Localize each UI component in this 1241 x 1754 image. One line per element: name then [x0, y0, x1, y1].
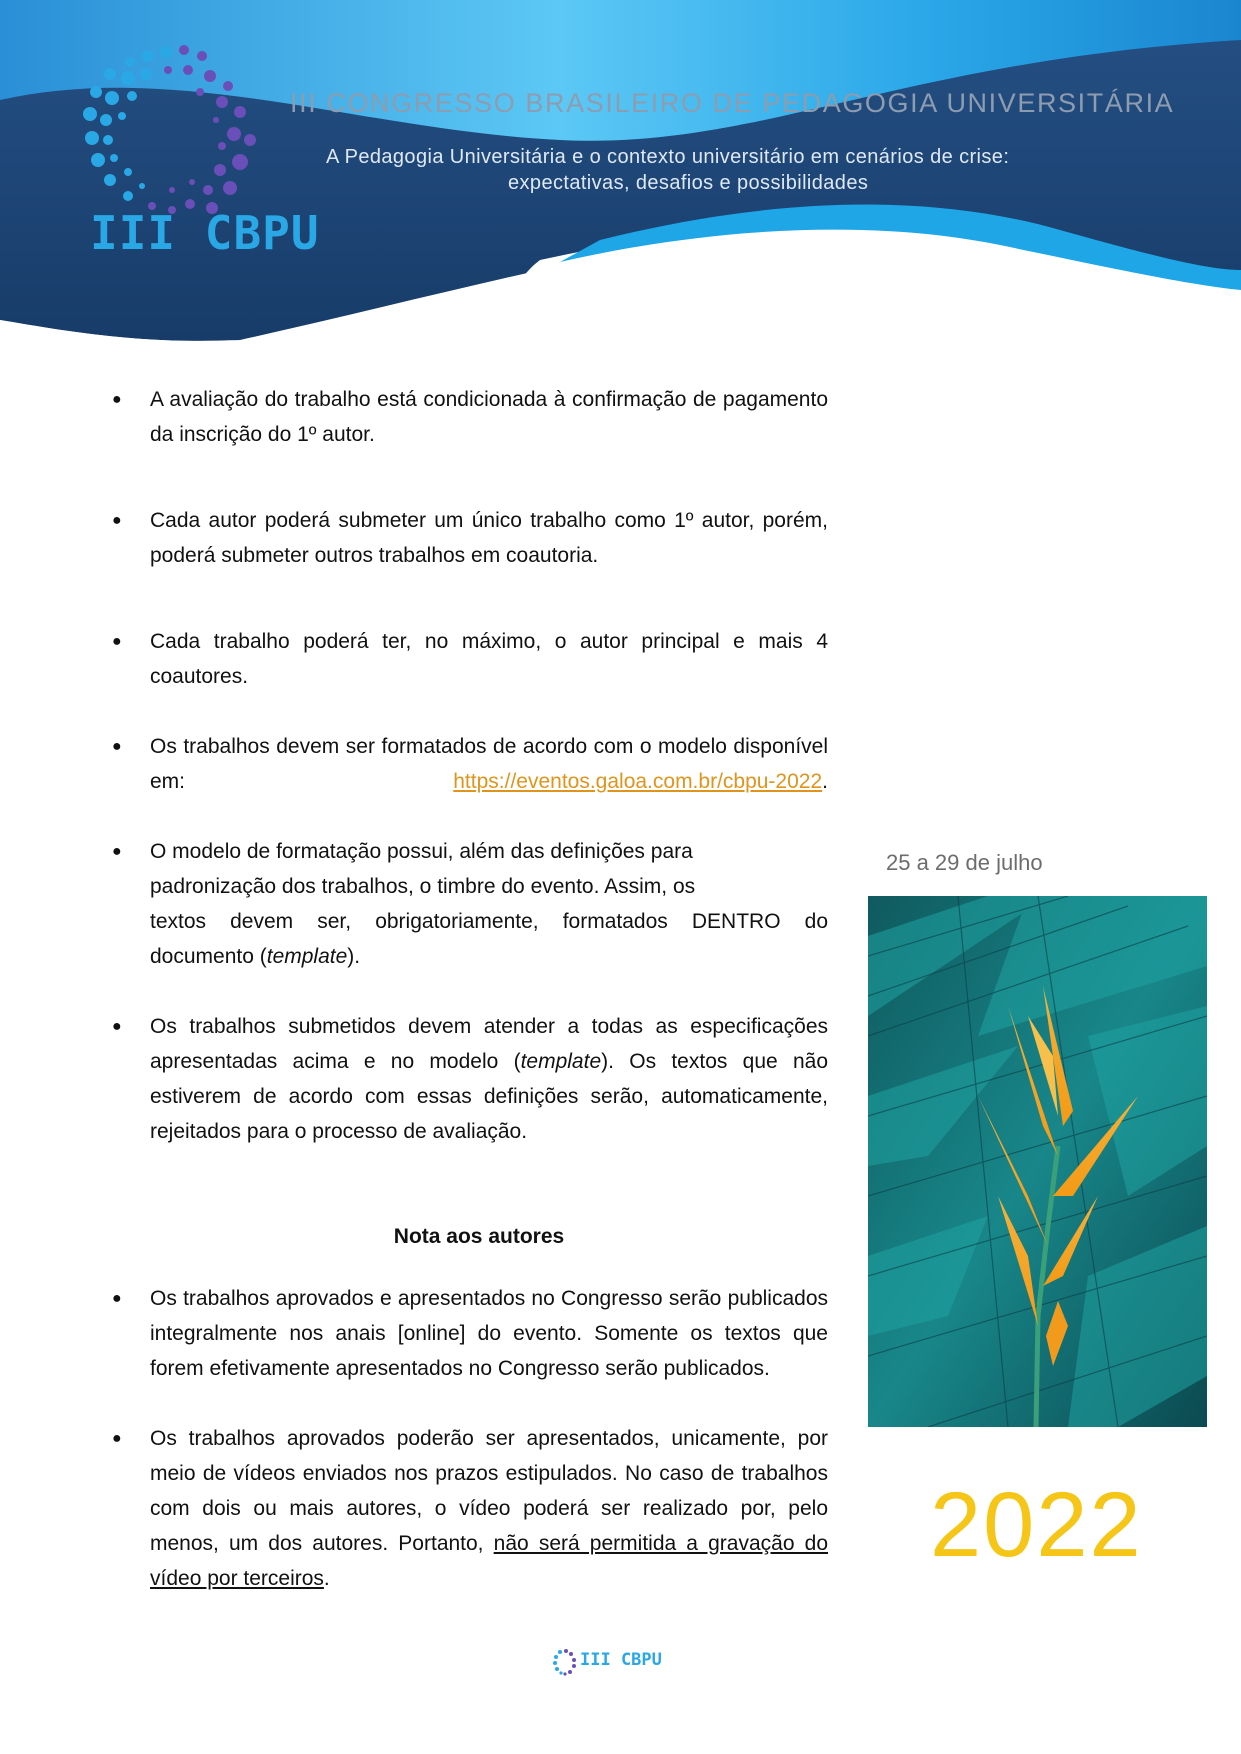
- template-link[interactable]: https://eventos.galoa.com.br/cbpu-2022: [453, 770, 823, 793]
- bullet-icon: ●: [112, 633, 122, 650]
- bullet-icon: ●: [112, 512, 122, 529]
- list-item: [110, 1281, 828, 1386]
- bullet-icon: ●: [112, 391, 122, 408]
- item-text-end: ).: [347, 945, 361, 968]
- bullet-icon: ●: [112, 843, 122, 860]
- item-line: O modelo de formatação possui, além das definições para: [150, 840, 693, 863]
- item-line: textos devem ser, obrigatoriamente, formatados DENTRO do documento (: [150, 910, 828, 968]
- item-emphasis: template: [266, 945, 348, 968]
- bullet-icon: ●: [112, 1430, 122, 1447]
- underlined-text: não será permitida a gravação do vídeo por terceiros: [150, 1532, 828, 1590]
- conference-title: III CONGRESSO BRASILEIRO DE PEDAGOGIA UNIVERSITÁRIA: [290, 88, 1175, 118]
- item-emphasis: template: [520, 1050, 602, 1073]
- list-item: [110, 503, 828, 573]
- item-text: Os trabalhos submetidos devem atender a todas as especificações apresentadas acima e no modelo (: [150, 1015, 828, 1073]
- item-text: Os trabalhos aprovados e apresentados no Congresso serão publicados integralmente nos anais [online] do evento. Somente os textos que forem efetivamente apresentados no Congresso serão publicados.: [150, 1287, 828, 1380]
- item-text-end: ). Os textos que não estiverem de acordo com essas definições serão, automaticamente, rejeitados para o processo de avaliação.: [150, 1050, 828, 1143]
- footer-logo: [552, 1647, 662, 1677]
- conference-subtitle-line2: expectativas, desafios e possibilidades: [508, 172, 869, 194]
- list-item: [110, 1421, 828, 1596]
- item-text: Cada trabalho poderá ter, no máximo, o autor principal e mais 4 coautores.: [150, 630, 828, 688]
- item-text-end: .: [822, 770, 828, 793]
- footer-logo-icon: [552, 1647, 578, 1677]
- list-item: [110, 382, 828, 452]
- event-year: 2022: [930, 1474, 1143, 1576]
- bullet-icon: ●: [112, 1018, 122, 1035]
- conference-subtitle-line1: A Pedagogia Universitária e o contexto universitário em cenários de crise:: [326, 146, 1010, 168]
- item-text: Os trabalhos devem ser formatados de acordo com o modelo disponível em:: [150, 735, 828, 793]
- bullet-icon: ●: [112, 738, 122, 755]
- list-item: [110, 624, 828, 694]
- list-item: [110, 729, 828, 799]
- logo-text: III CBPU: [90, 206, 320, 260]
- item-line: padronização dos trabalhos, o timbre do evento. Assim, os: [150, 875, 696, 898]
- item-text: Cada autor poderá submeter um único trabalho como 1º autor, porém, poderá submeter outros trabalhos em coautoria.: [150, 509, 828, 567]
- page-header: [0, 0, 1241, 345]
- heliconia-flower-image: [868, 896, 1207, 1427]
- item-text: A avaliação do trabalho está condicionada à confirmação de pagamento da inscrição do 1º autor.: [150, 388, 828, 446]
- event-dates: 25 a 29 de julho: [886, 850, 1043, 875]
- list-item: [110, 834, 828, 974]
- note-heading: Nota aos autores: [393, 1225, 565, 1248]
- main-content: [110, 382, 828, 1596]
- list-item: [110, 1009, 828, 1149]
- item-text: Os trabalhos aprovados poderão ser apresentados, unicamente, por meio de vídeos enviados nos prazos estipulados. No caso de trabalhos com dois ou mais autores, o vídeo poderá ser realizado por, pelo menos, um dos autores. Portanto,: [150, 1427, 828, 1555]
- footer-logo-text: III CBPU: [580, 1650, 662, 1670]
- bullet-icon: ●: [112, 1290, 122, 1307]
- item-text-end: .: [323, 1567, 330, 1590]
